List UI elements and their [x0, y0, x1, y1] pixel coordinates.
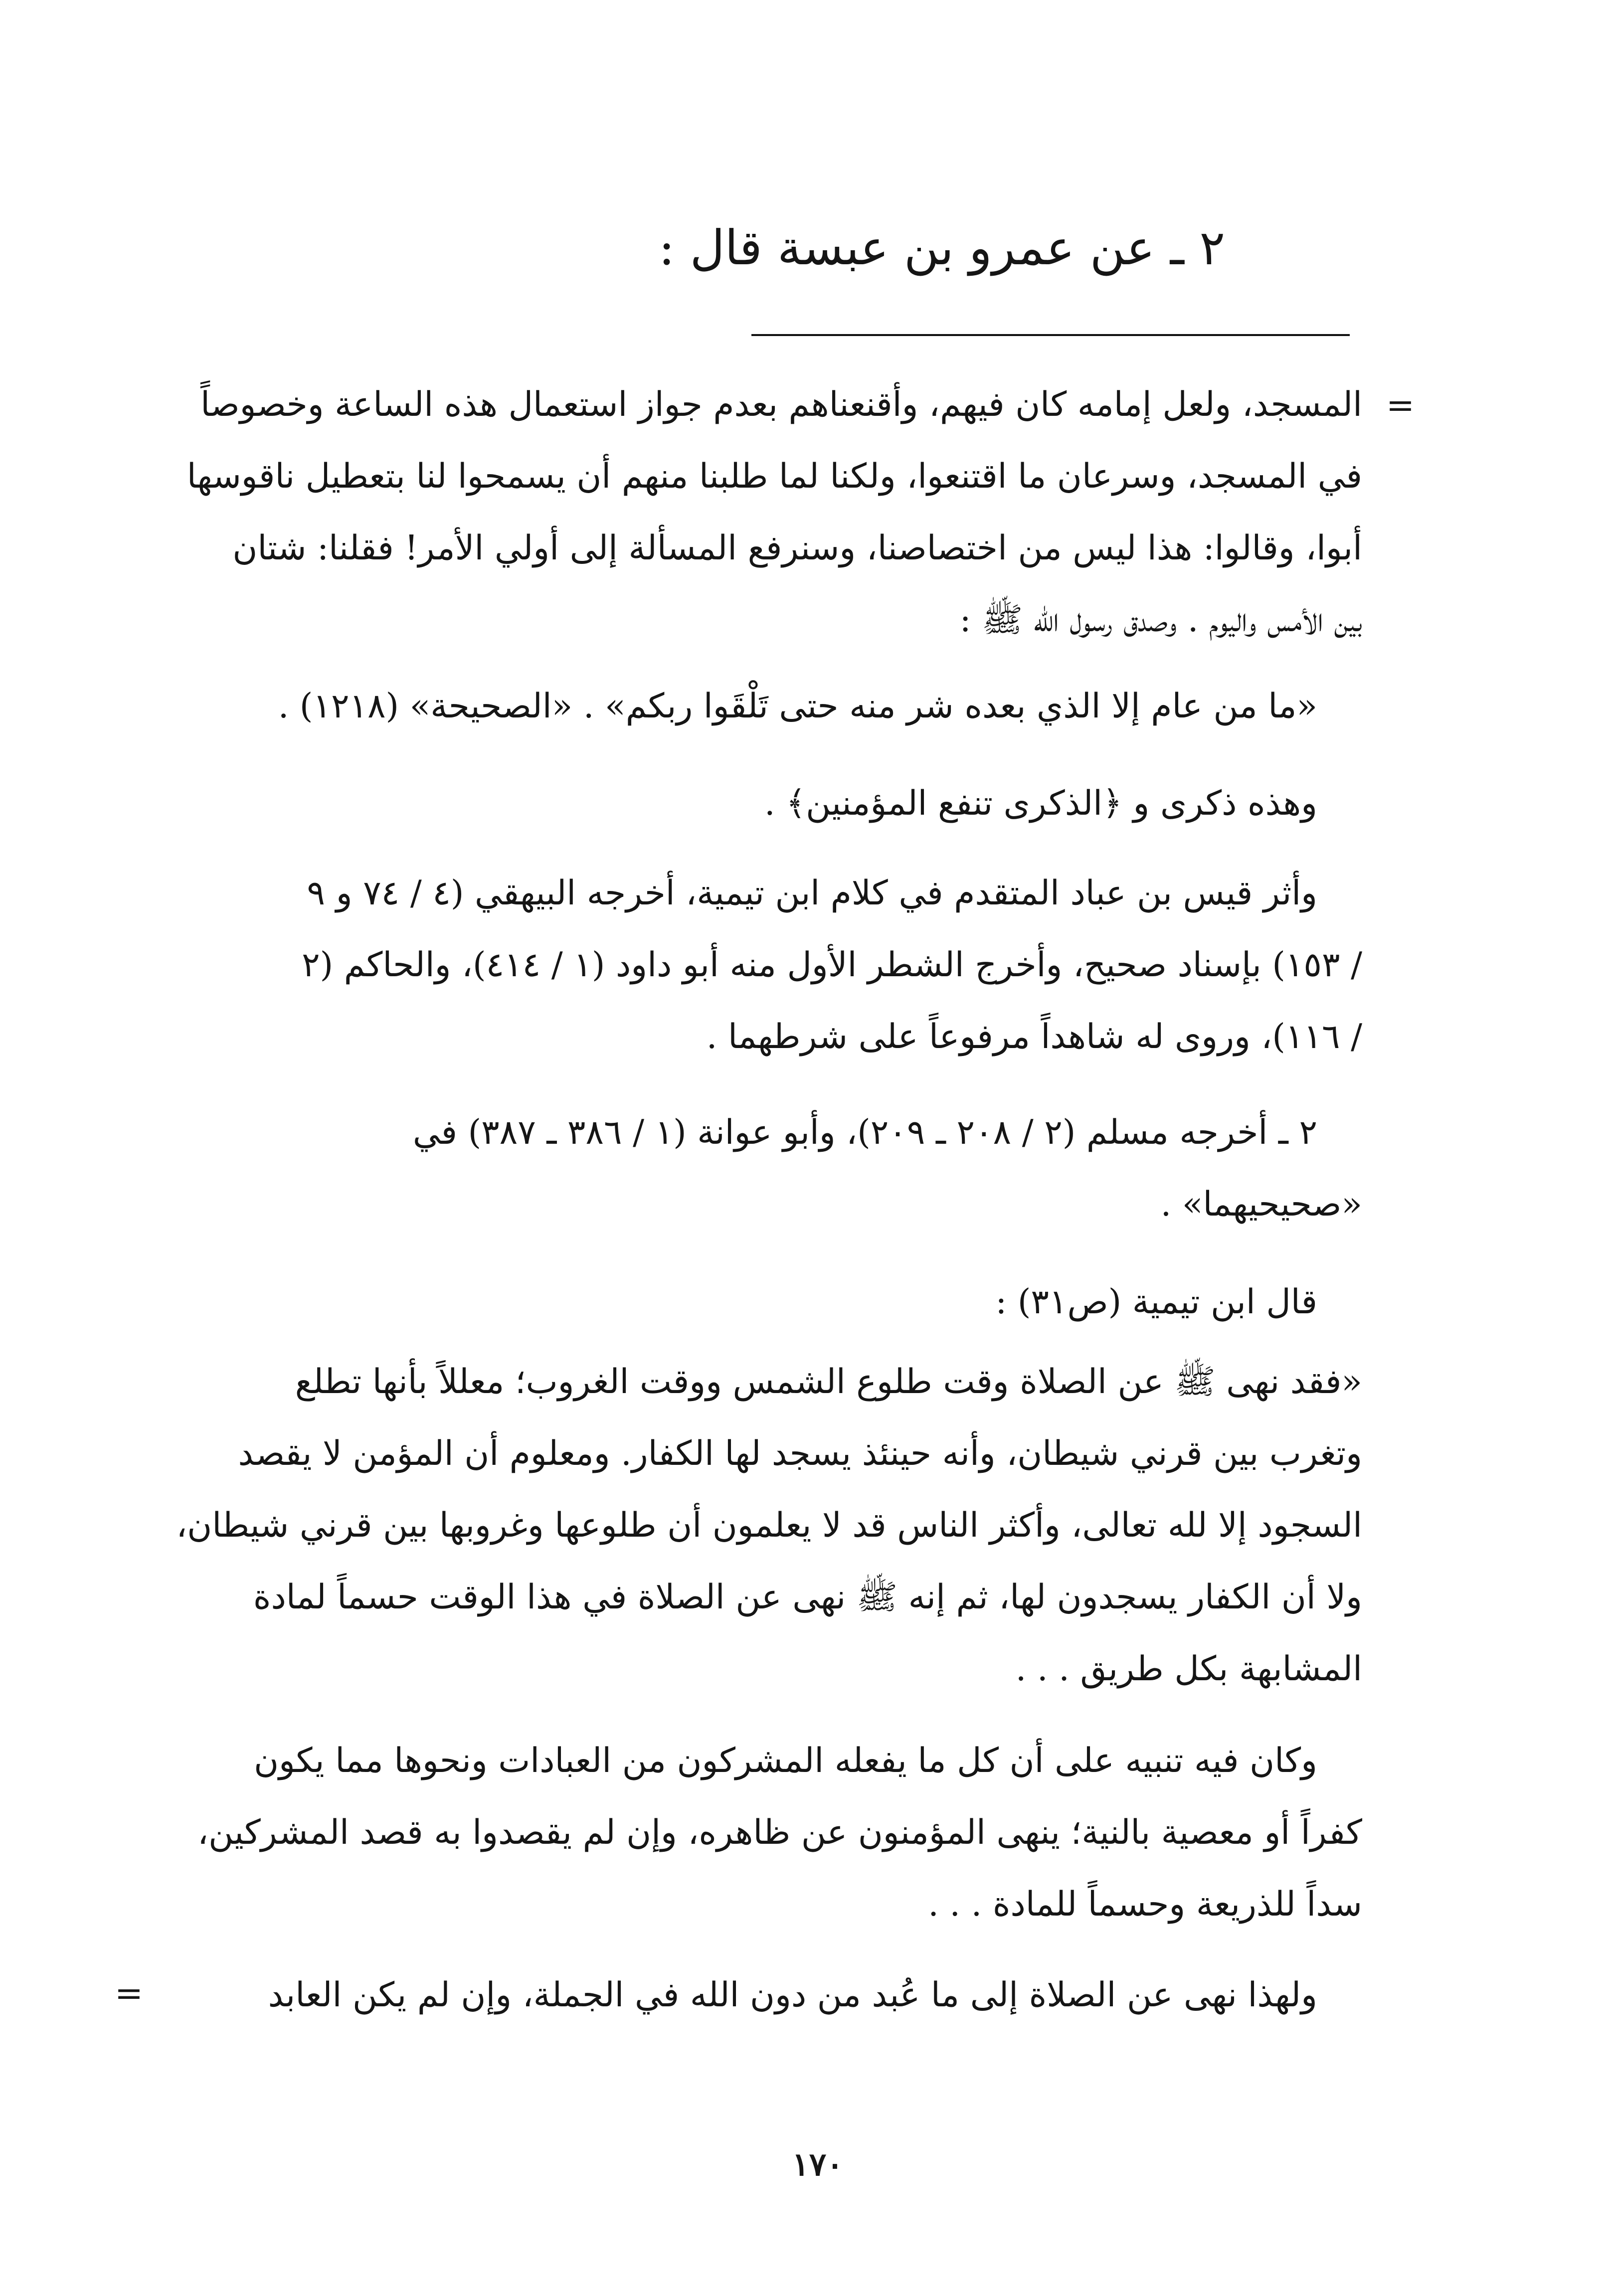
footnote-line: كفراً أو معصية بالنية؛ ينهى المؤمنون عن ظاهره، وإن لم يقصدوا به قصد المشركين، [197, 1813, 1362, 1852]
footnote-line: وكان فيه تنبيه على أن كل ما يفعله المشركون من العبادات ونحوها مما يكون [254, 1741, 1317, 1780]
page-number: ١٧٠ [792, 2146, 844, 2183]
footnote-line: «صحيحيهما» . [1160, 1185, 1362, 1224]
reminder-line: وهذه ذكرى و ﴿الذكرى تنفع المؤمنين﴾ . [764, 784, 1317, 823]
continuation-marker-end: = [115, 1974, 143, 2013]
footnote-line: أبوا، وقالوا: هذا ليس من اختصاصنا، وسنرفع المسألة إلى أولي الأمر! فقلنا: شتان [232, 529, 1362, 568]
footnote-line: ٢ ـ أخرجه مسلم (٢ / ٢٠٨ ـ ٢٠٩)، وأبو عوانة (١ / ٣٨٦ ـ ٣٨٧) في [412, 1113, 1317, 1152]
footnote-line: المشابهة بكل طريق . . . [1015, 1649, 1362, 1689]
ibn-taymiyya-intro: قال ابن تيمية (ص٣١) : [995, 1282, 1317, 1322]
footnote-line: المسجد، ولعل إمامه كان فيهم، وأقنعناهم بعدم جواز استعمال هذه الساعة وخصوصاً [200, 385, 1362, 424]
continuation-marker-start: = [1386, 386, 1415, 425]
footnote-line: سداً للذريعة وحسماً للمادة . . . [928, 1885, 1362, 1924]
footnote-line: وتغرب بين قرني شيطان، وأنه حينئذ يسجد لها الكفار. ومعلوم أن المؤمن لا يقصد [238, 1434, 1362, 1473]
athar-paragraph [136, 858, 1362, 1073]
takhrij-paragraph [136, 1097, 1362, 1240]
footnote-line: «فقد نهى ﷺ عن الصلاة وقت طلوع الشمس ووقت الغروب؛ معللاً بأنها تطلع [295, 1362, 1362, 1402]
last-line: ولهذا نهى عن الصلاة إلى ما عُبد من دون الله في الجملة، وإن لم يكن العابد [268, 1975, 1317, 2015]
footnote-line: / ١٥٣) بإسناد صحيح، وأخرج الشطر الأول منه أبو داود (١ / ٤١٤)، والحاكم (٢ [302, 945, 1362, 985]
hadith-quote: «ما من عام إلا الذي بعده شر منه حتى تَلْقَوا ربكم» . «الصحيحة» (١٢١٨) . [278, 687, 1317, 726]
footnote-line: في المسجد، وسرعان ما اقتنعوا، ولكنا لما طلبنا منهم أن يسمحوا لنا بتعطيل ناقوسها [186, 457, 1362, 496]
footnote-line: بين الأمس واليوم . وصدق رسول الله ﷺ : [959, 600, 1362, 640]
hadith-heading: ٢ ـ عن عمرو بن عبسة قال : [658, 220, 1225, 276]
footnote-block-1 [136, 369, 1362, 656]
footnote-separator [751, 334, 1350, 336]
footnote-line: وأثر قيس بن عباد المتقدم في كلام ابن تيمية، أخرجه البيهقي (٤ / ٧٤ و ٩ [307, 874, 1317, 913]
footnote-line: / ١١٦)، وروى له شاهداً مرفوعاً على شرطهما . [706, 1017, 1362, 1057]
footnote-line: السجود إلا لله تعالى، وأكثر الناس قد لا يعلمون أن طلوعها وغروبها بين قرني شيطان، [176, 1506, 1362, 1545]
tanbih-paragraph [136, 1725, 1362, 1941]
footnote-line: ولا أن الكفار يسجدون لها، ثم إنه ﷺ نهى عن الصلاة في هذا الوقت حسماً لمادة [253, 1578, 1362, 1617]
ibn-taymiyya-quote [136, 1346, 1362, 1705]
